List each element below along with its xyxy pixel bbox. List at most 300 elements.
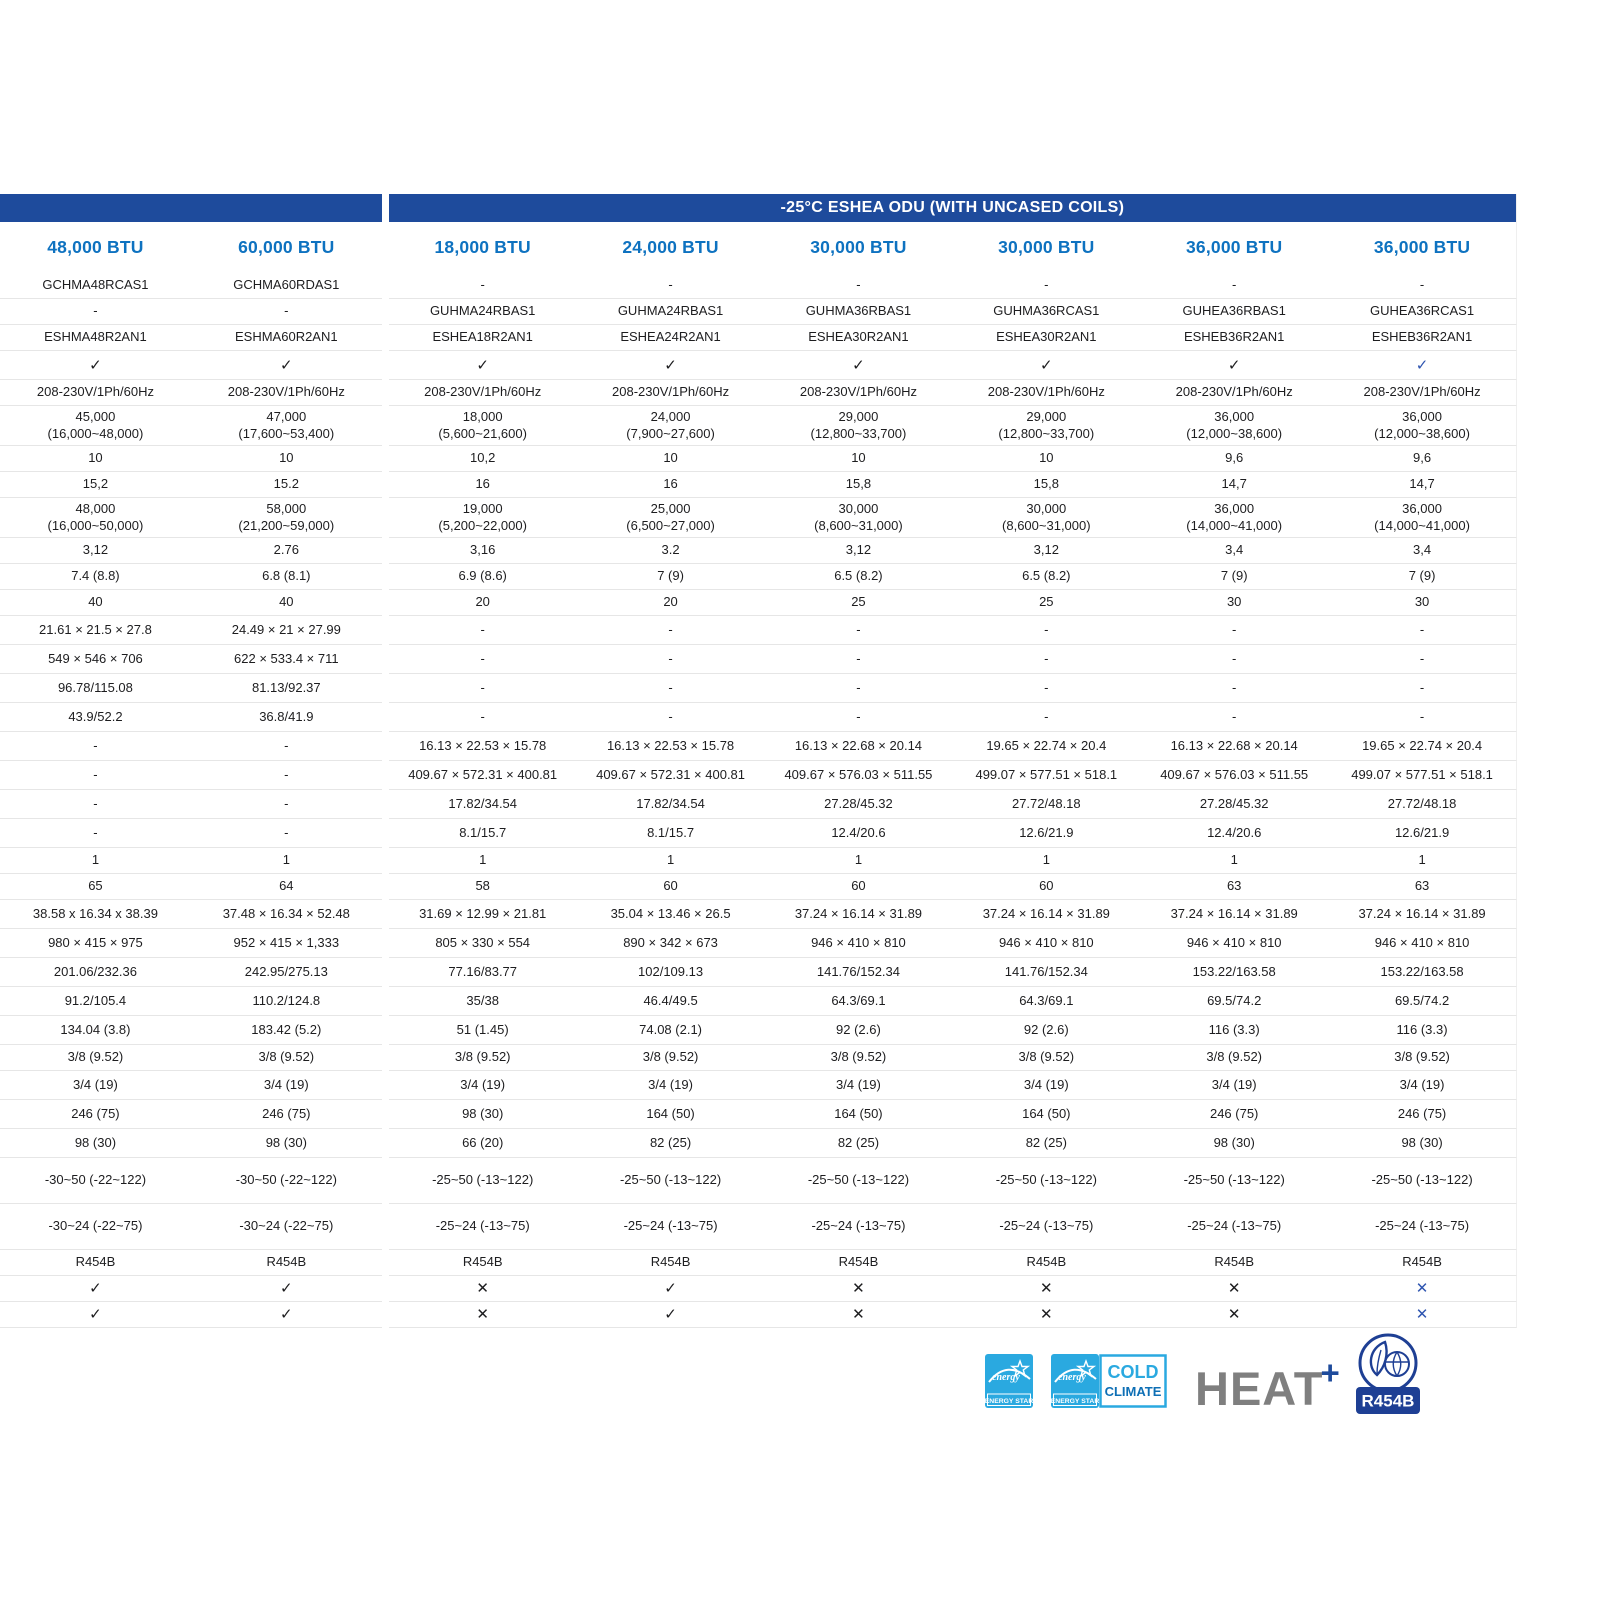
table-cell: -	[856, 650, 861, 666]
table-cell: 499.07 × 577.51 × 518.1	[1351, 766, 1493, 782]
table-cell: 48,000 (16,000~50,000)	[47, 500, 144, 533]
table-cell: 18,000 (5,600~21,600)	[438, 408, 527, 441]
table-cell: 29,000 (12,800~33,700)	[998, 408, 1095, 441]
table-row	[0, 929, 1517, 958]
table-cell: 64	[279, 878, 294, 894]
table-cell: 116 (3.3)	[1396, 1021, 1448, 1037]
svg-text:COLD: COLD	[1107, 1362, 1159, 1382]
table-cell: -	[284, 795, 289, 811]
table-cell: 16	[475, 476, 490, 492]
table-cell: 30,000 (8,600~31,000)	[814, 500, 903, 533]
table-cell: 1	[1230, 852, 1238, 868]
table-cell: 37.24 × 16.14 × 31.89	[982, 905, 1110, 921]
table-cell: R454B	[650, 1254, 691, 1270]
table-cell: 3,4	[1225, 542, 1244, 558]
table-cell: 60	[1039, 878, 1054, 894]
table-cell: 51 (1.45)	[456, 1021, 509, 1037]
table-cell: 409.67 × 572.31 × 400.81	[596, 766, 746, 782]
table-cell: 242.95/275.13	[244, 963, 328, 979]
table-cell: 952 × 415 × 1,333	[233, 934, 340, 950]
table-cell: 35/38	[466, 992, 499, 1008]
table-cell: -	[480, 621, 485, 637]
table-cell: GUHMA36RCAS1	[993, 303, 1100, 319]
table-row	[0, 645, 1517, 674]
table-cell: 6.8 (8.1)	[262, 568, 311, 584]
table-cell: 47,000 (17,600~53,400)	[238, 408, 335, 441]
table-row	[0, 732, 1517, 761]
table-cell: 549 × 546 × 706	[48, 650, 143, 666]
table-header-bar-row	[0, 194, 1517, 222]
table-row	[0, 1204, 1517, 1250]
table-cell: GCHMA60RDAS1	[233, 277, 340, 293]
table-cell	[389, 1276, 577, 1301]
table-cell	[577, 1276, 765, 1301]
btu-header-cell: 48,000 BTU	[47, 237, 144, 258]
table-row	[0, 1276, 1517, 1302]
table-row	[0, 1071, 1517, 1100]
table-cell: 3/8 (9.52)	[1394, 1049, 1450, 1065]
table-cell: 29,000 (12,800~33,700)	[810, 408, 907, 441]
table-cell	[1140, 351, 1328, 379]
table-cell: -	[668, 650, 673, 666]
table-cell: 66 (20)	[462, 1134, 504, 1150]
table-cell: -	[93, 795, 98, 811]
table-cell: 37.24 × 16.14 × 31.89	[794, 905, 923, 921]
table-cell: -30~24 (-22~75)	[48, 1218, 143, 1234]
table-cell: R454B	[462, 1254, 503, 1270]
table-row	[0, 299, 1517, 325]
table-cell: -25~50 (-13~122)	[1183, 1172, 1285, 1188]
spec-table	[0, 194, 1517, 1328]
table-cell: 60	[851, 878, 866, 894]
table-row	[0, 987, 1517, 1016]
table-cell: 8.1/15.7	[647, 824, 695, 840]
table-row	[0, 790, 1517, 819]
table-cell: 3/8 (9.52)	[1018, 1049, 1075, 1065]
table-cell: 36,000 (14,000~41,000)	[1374, 500, 1470, 533]
energy-star-icon	[985, 1354, 1033, 1408]
check-icon: ✓	[89, 356, 102, 374]
table-row	[0, 819, 1517, 848]
table-cell: 98 (30)	[1213, 1134, 1255, 1150]
table-cell: 10	[1039, 450, 1054, 466]
table-cell: -	[1044, 679, 1049, 695]
table-cell: 134.04 (3.8)	[60, 1021, 131, 1037]
table-cell: -	[856, 621, 861, 637]
table-cell: 183.42 (5.2)	[251, 1021, 322, 1037]
table-cell: 19.65 × 22.74 × 20.4	[1362, 737, 1483, 753]
table-cell	[191, 351, 382, 379]
table-cell: 6.5 (8.2)	[834, 568, 883, 584]
table-row	[0, 498, 1517, 538]
table-cell: 16.13 × 22.53 × 15.78	[419, 737, 547, 753]
table-cell: 3/8 (9.52)	[67, 1049, 124, 1065]
table-row	[0, 446, 1517, 472]
table-cell: 208-230V/1Ph/60Hz	[227, 384, 345, 400]
svg-text:R454B: R454B	[1361, 1391, 1415, 1411]
table-cell: 208-230V/1Ph/60Hz	[36, 384, 154, 400]
table-cell: 37.48 × 16.34 × 52.48	[222, 905, 350, 921]
table-cell: -	[284, 824, 289, 840]
table-cell: R454B	[1214, 1254, 1255, 1270]
table-cell: 92 (2.6)	[836, 1021, 881, 1037]
table-cell: 946 × 410 × 810	[1186, 934, 1282, 950]
btu-header-cell: 30,000 BTU	[998, 237, 1095, 258]
table-cell: -	[1419, 708, 1425, 724]
check-icon: ✓	[664, 356, 677, 374]
table-cell: 3/4 (19)	[1399, 1076, 1445, 1092]
table-cell: 141.76/152.34	[816, 963, 900, 979]
table-cell: 65	[88, 878, 103, 894]
table-cell: 10	[663, 450, 678, 466]
table-cell: -	[856, 679, 861, 695]
table-cell: 30,000 (8,600~31,000)	[1002, 500, 1091, 533]
table-cell: 16	[663, 476, 678, 492]
table-cell: ESHEA30R2AN1	[996, 329, 1097, 345]
table-cell: 208-230V/1Ph/60Hz	[1175, 384, 1293, 400]
table-row	[0, 380, 1517, 406]
cross-icon: ✕	[1227, 1306, 1241, 1323]
table-cell: 12.4/20.6	[1207, 824, 1262, 840]
table-cell: -	[668, 679, 673, 695]
table-cell: 890 × 342 × 673	[623, 934, 718, 950]
table-cell: 3,16	[470, 542, 496, 558]
table-cell: 3,4	[1413, 542, 1432, 558]
table-cell: 10,2	[470, 450, 496, 466]
table-cell: -	[1419, 277, 1425, 293]
table-cell: 3/8 (9.52)	[1206, 1049, 1263, 1065]
table-row	[0, 848, 1517, 874]
right-header-title: -25°C ESHEA ODU (WITH UNCASED COILS)	[780, 199, 1125, 216]
table-cell: -	[1232, 277, 1237, 293]
table-cell: 9,6	[1413, 450, 1432, 466]
table-cell: 15,8	[845, 476, 872, 492]
check-icon: ✓	[1227, 356, 1241, 374]
table-cell: 1	[1418, 852, 1426, 868]
table-cell: 43.9/52.2	[68, 708, 123, 724]
table-cell: 3,12	[1033, 542, 1059, 558]
table-cell: 40	[279, 594, 294, 610]
table-cell: 153.22/163.58	[1192, 963, 1276, 979]
table-cell: 3/8 (9.52)	[642, 1049, 699, 1065]
table-cell: -30~50 (-22~122)	[44, 1172, 147, 1188]
table-cell: -	[1044, 277, 1049, 293]
btu-header-row	[0, 222, 1517, 273]
table-cell: -25~24 (-13~75)	[1375, 1218, 1470, 1234]
table-cell	[389, 1302, 577, 1327]
check-icon: ✓	[280, 1280, 293, 1297]
table-cell: 1	[1042, 852, 1050, 868]
table-cell: -25~24 (-13~75)	[623, 1218, 718, 1234]
table-cell: 3/4 (19)	[1023, 1076, 1069, 1092]
table-cell: 24.49 × 21 × 27.99	[231, 621, 341, 637]
table-cell: 946 × 410 × 810	[998, 934, 1094, 950]
table-cell: ESHEA30R2AN1	[808, 329, 909, 345]
table-cell: GUHMA36RBAS1	[805, 303, 912, 319]
table-row	[0, 1158, 1517, 1204]
cross-icon: ✕	[1040, 1280, 1053, 1297]
table-cell: -25~24 (-13~75)	[999, 1218, 1094, 1234]
table-cell: 38.58 x 16.34 x 38.39	[32, 905, 158, 921]
table-cell	[765, 1276, 953, 1301]
table-cell: -	[1232, 650, 1237, 666]
table-cell: ESHMA60R2AN1	[235, 329, 338, 345]
table-cell: 3/8 (9.52)	[258, 1049, 315, 1065]
table-row	[0, 564, 1517, 590]
table-cell: 20	[663, 594, 678, 610]
table-cell: 46.4/49.5	[643, 992, 698, 1008]
table-cell: -	[284, 766, 289, 782]
table-cell: 17.82/34.54	[448, 795, 518, 811]
table-cell: 10	[851, 450, 866, 466]
table-cell: 16.13 × 22.53 × 15.78	[606, 737, 735, 753]
table-cell: 1	[479, 852, 487, 868]
table-cell	[1328, 1276, 1516, 1301]
check-icon: ✓	[852, 356, 865, 374]
table-cell: 7 (9)	[1408, 568, 1436, 584]
cross-icon: ✕	[852, 1280, 865, 1297]
table-cell: 110.2/124.8	[252, 992, 321, 1008]
table-cell: -25~24 (-13~75)	[1187, 1218, 1282, 1234]
table-cell: 3,12	[82, 542, 109, 558]
table-cell	[952, 1276, 1140, 1301]
table-cell: 1	[282, 852, 290, 868]
table-body	[0, 222, 1517, 1328]
table-cell	[1328, 351, 1516, 379]
table-cell: 63	[1414, 878, 1430, 894]
table-cell: -	[93, 766, 98, 782]
column-group-gap	[382, 194, 389, 222]
table-cell: 15,8	[1033, 476, 1059, 492]
check-icon: ✓	[280, 1306, 293, 1323]
check-icon: ✓	[1415, 356, 1429, 374]
table-cell: ESHEB36R2AN1	[1183, 329, 1285, 345]
table-cell: 25	[851, 594, 866, 610]
heat-plus-logo	[1195, 1353, 1340, 1415]
energy-star-cold-climate-icon	[1051, 1354, 1167, 1408]
table-cell: 25	[1039, 594, 1054, 610]
table-cell: 499.07 × 577.51 × 518.1	[975, 766, 1118, 782]
cross-icon: ✕	[1227, 1280, 1241, 1297]
table-cell	[765, 1302, 953, 1327]
table-cell: 2.76	[273, 542, 299, 558]
table-cell: 1	[854, 852, 863, 868]
table-cell: 19.65 × 22.74 × 20.4	[986, 737, 1107, 753]
table-cell: 27.72/48.18	[1387, 795, 1457, 811]
table-cell	[1140, 1302, 1328, 1327]
table-cell: 20	[475, 594, 490, 610]
r454b-refrigerant-icon	[1354, 1330, 1422, 1418]
table-cell: -30~50 (-22~122)	[235, 1172, 337, 1188]
certification-logos	[985, 1330, 1422, 1420]
table-cell: 246 (75)	[1397, 1105, 1447, 1121]
table-cell: -	[1419, 650, 1425, 666]
check-icon: ✓	[280, 356, 293, 374]
cross-icon: ✕	[476, 1306, 489, 1323]
table-cell: R454B	[838, 1254, 879, 1270]
table-cell	[191, 1276, 382, 1301]
table-cell: 980 × 415 × 975	[48, 934, 143, 950]
table-cell	[952, 351, 1140, 379]
svg-text:ENERGY STAR: ENERGY STAR	[985, 1397, 1033, 1405]
table-cell	[577, 1302, 765, 1327]
table-row	[0, 1250, 1517, 1276]
table-cell: -25~24 (-13~75)	[435, 1218, 530, 1234]
check-icon: ✓	[476, 356, 489, 374]
table-row	[0, 674, 1517, 703]
table-cell: -	[480, 708, 485, 724]
table-cell: 16.13 × 22.68 × 20.14	[794, 737, 923, 753]
table-cell: 246 (75)	[262, 1105, 311, 1121]
table-cell: 12.6/21.9	[1019, 824, 1074, 840]
table-row	[0, 351, 1517, 380]
svg-text:CLIMATE: CLIMATE	[1104, 1384, 1162, 1399]
table-cell: ESHEA24R2AN1	[620, 329, 721, 345]
svg-text:energy: energy	[992, 1372, 1020, 1383]
table-cell: -	[668, 708, 673, 724]
table-cell	[952, 1302, 1140, 1327]
table-cell: -	[1419, 621, 1425, 637]
table-cell	[389, 351, 577, 379]
svg-text:ENERGY STAR: ENERGY STAR	[1051, 1397, 1100, 1405]
table-cell: 3/4 (19)	[460, 1076, 506, 1092]
table-cell: 9,6	[1225, 450, 1244, 466]
table-cell: 30	[1226, 594, 1242, 610]
check-icon: ✓	[1040, 356, 1053, 374]
table-cell: 69.5/74.2	[1207, 992, 1262, 1008]
table-cell: 7 (9)	[1220, 568, 1248, 584]
table-cell: 82 (25)	[837, 1134, 880, 1150]
cross-icon: ✕	[1415, 1280, 1429, 1297]
check-icon: ✓	[664, 1306, 677, 1323]
table-cell: 98 (30)	[265, 1134, 307, 1150]
table-cell: -	[856, 277, 861, 293]
table-row	[0, 472, 1517, 498]
table-cell: ESHEA18R2AN1	[432, 329, 533, 345]
table-cell: 24,000 (7,900~27,600)	[626, 408, 715, 441]
table-row	[0, 874, 1517, 900]
table-cell: -	[1419, 679, 1425, 695]
table-cell: 1	[666, 852, 675, 868]
table-cell: 58,000 (21,200~59,000)	[238, 500, 335, 533]
table-cell: 19,000 (5,200~22,000)	[438, 500, 527, 533]
table-cell: 3/4 (19)	[836, 1076, 881, 1092]
table-cell: 164 (50)	[1022, 1105, 1071, 1121]
table-cell: 1	[91, 852, 100, 868]
table-cell: -	[93, 303, 98, 319]
table-cell: 3,12	[845, 542, 872, 558]
table-cell: 7 (9)	[657, 568, 684, 584]
table-cell: GUHEA36RCAS1	[1370, 303, 1475, 319]
table-cell	[765, 351, 953, 379]
table-cell: 30	[1414, 594, 1430, 610]
table-cell: -	[1232, 621, 1237, 637]
table-cell: 36.8/41.9	[259, 708, 314, 724]
table-cell: 16.13 × 22.68 × 20.14	[1170, 737, 1298, 753]
btu-header-cell: 36,000 BTU	[1186, 237, 1283, 258]
table-row	[0, 590, 1517, 616]
table-cell: 10	[279, 450, 294, 466]
table-row	[0, 1016, 1517, 1045]
table-cell: 98 (30)	[1401, 1134, 1443, 1150]
table-cell: 98 (30)	[74, 1134, 117, 1150]
table-cell: 15.2	[273, 476, 299, 492]
table-row	[0, 761, 1517, 790]
table-cell: 27.28/45.32	[1199, 795, 1269, 811]
table-cell	[577, 351, 765, 379]
table-cell: GUHEA36RBAS1	[1182, 303, 1286, 319]
table-cell: 21.61 × 21.5 × 27.8	[39, 621, 152, 637]
table-row	[0, 703, 1517, 732]
check-icon: ✓	[89, 1280, 102, 1297]
table-row	[0, 1100, 1517, 1129]
table-cell: 45,000 (16,000~48,000)	[47, 408, 144, 441]
table-cell: 36,000 (14,000~41,000)	[1186, 500, 1283, 533]
table-cell: 10	[88, 450, 103, 466]
heat-plus-text: HEAT	[1195, 1361, 1324, 1415]
table-cell: 36,000 (12,000~38,600)	[1374, 408, 1470, 441]
btu-header-cell: 36,000 BTU	[1373, 237, 1471, 258]
table-cell: -25~24 (-13~75)	[811, 1218, 906, 1234]
table-cell: R454B	[75, 1254, 116, 1270]
table-cell	[0, 351, 191, 379]
table-cell: 946 × 410 × 810	[811, 934, 906, 950]
table-cell: 409.67 × 576.03 × 511.55	[784, 766, 933, 782]
table-row	[0, 1129, 1517, 1158]
table-cell: 201.06/232.36	[53, 963, 137, 979]
table-row	[0, 273, 1517, 299]
table-cell: -	[93, 824, 98, 840]
table-cell: 7.4 (8.8)	[71, 568, 120, 584]
table-cell: 12.4/20.6	[831, 824, 886, 840]
table-cell	[0, 1302, 191, 1327]
table-cell: 3.2	[661, 542, 680, 558]
table-cell: 63	[1226, 878, 1242, 894]
table-cell: 246 (75)	[1209, 1105, 1259, 1121]
table-cell: 64.3/69.1	[1019, 992, 1074, 1008]
table-cell: 82 (25)	[649, 1134, 692, 1150]
table-cell: R454B	[266, 1254, 307, 1270]
table-cell: -25~50 (-13~122)	[432, 1172, 534, 1188]
table-cell: -	[284, 737, 289, 753]
table-cell: 35.04 × 13.46 × 26.5	[610, 905, 731, 921]
table-cell: -	[284, 303, 289, 319]
btu-header-cell: 60,000 BTU	[238, 237, 335, 258]
table-cell: ESHEB36R2AN1	[1371, 329, 1473, 345]
table-cell: -	[1044, 650, 1049, 666]
table-cell: -	[1232, 679, 1237, 695]
table-row	[0, 900, 1517, 929]
table-cell: 40	[88, 594, 103, 610]
table-cell: GUHMA24RBAS1	[617, 303, 724, 319]
table-cell	[1140, 1276, 1328, 1301]
table-cell: -25~50 (-13~122)	[807, 1172, 910, 1188]
right-header-bar	[389, 194, 1517, 222]
table-cell: 622 × 533.4 × 711	[234, 650, 339, 666]
table-row	[0, 325, 1517, 351]
table-cell: 208-230V/1Ph/60Hz	[1363, 384, 1481, 400]
table-cell: 77.16/83.77	[448, 963, 518, 979]
table-cell: ESHMA48R2AN1	[44, 329, 147, 345]
plus-icon: +	[1320, 1353, 1340, 1391]
table-cell	[1328, 1302, 1516, 1327]
table-cell: -	[480, 277, 485, 293]
btu-header-cell: 30,000 BTU	[810, 237, 907, 258]
table-cell: 27.28/45.32	[824, 795, 893, 811]
table-cell: 102/109.13	[638, 963, 704, 979]
table-cell: 208-230V/1Ph/60Hz	[987, 384, 1105, 400]
table-cell: 82 (25)	[1025, 1134, 1067, 1150]
